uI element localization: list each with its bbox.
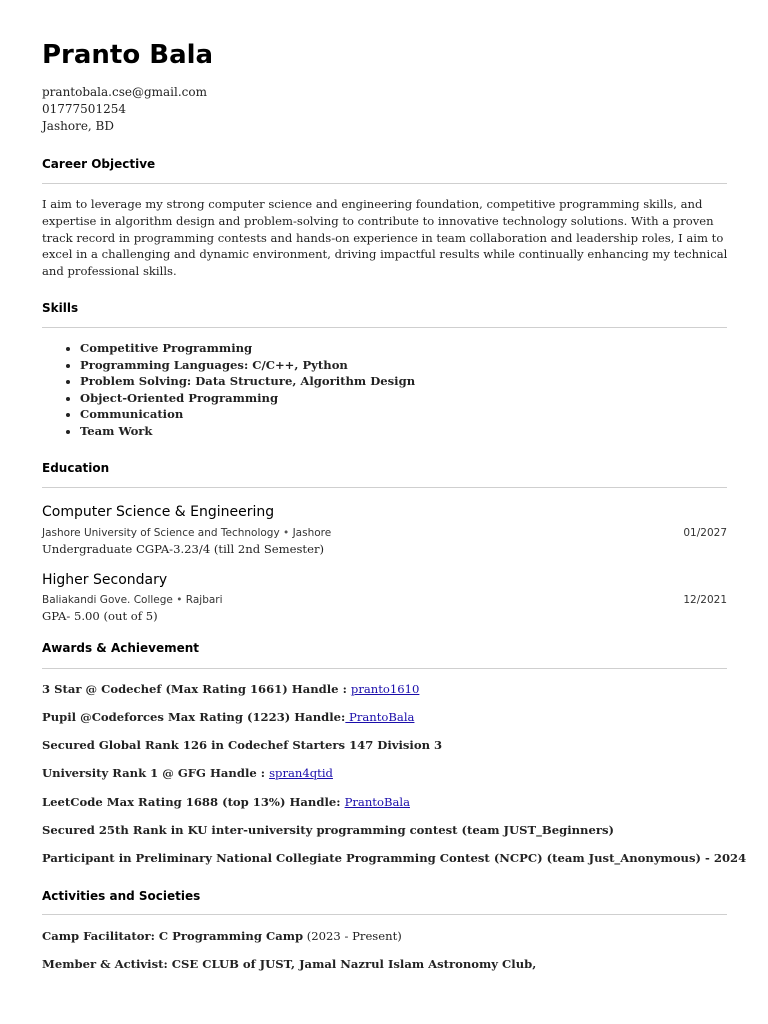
career-objective-text: I aim to leverage my strong computer science and engineering foundation, competitive programming skills, and expertise in algorithm design and problem-solving to contribute to innovative technology solutions. With a proven track record in programming contests and hands-on experience in team collaboration and leadership roles, I aim to excel in a challenging and dynamic environment, driving impactful results while continually enhancing my technical and professional skills. (42, 197, 728, 279)
education-detail: GPA- 5.00 (out of 5) (42, 609, 158, 623)
activities-heading: Activities and Societies (42, 889, 201, 903)
award-item (42, 682, 732, 696)
education-degree-title: Computer Science & Engineering (42, 504, 275, 520)
skill-item: • Programming Languages: C/C++, Python (80, 357, 415, 374)
bullet-separator: • (283, 527, 293, 539)
skills-list (42, 340, 415, 440)
skill-item: • Competitive Programming (80, 340, 415, 357)
bullet-separator: • (176, 594, 186, 606)
codeforces-handle-link[interactable]: PrantoBala (345, 710, 415, 724)
skill-item: • Object-Oriented Programming (80, 390, 415, 407)
award-item (42, 851, 747, 865)
award-text: LeetCode Max Rating 1688 (top 13%) Handle: (42, 795, 345, 809)
section-divider (42, 487, 727, 488)
activity-text: Member & Activist: CSE CLUB of JUST, Jamal Nazrul Islam Astronomy Club, (42, 957, 537, 971)
education-date: 01/2027 (683, 527, 727, 539)
activity-text: Camp Facilitator: C Programming Camp (42, 929, 304, 943)
award-item (42, 795, 732, 809)
section-divider (42, 327, 727, 328)
award-text: Secured 25th Rank in KU inter-university programming contest (team JUST_Beginners) (42, 823, 614, 837)
candidate-name: Pranto Bala (42, 40, 214, 70)
award-text: 3 Star @ Codechef (Max Rating 1661) Handle : (42, 682, 351, 696)
section-divider (42, 668, 727, 669)
award-item (42, 710, 732, 724)
award-text: Pupil @Codeforces Max Rating (1223) Handle: (42, 710, 346, 724)
institution-name: Baliakandi Gove. College (42, 594, 173, 606)
activity-item (42, 957, 732, 971)
institution-city: Rajbari (185, 594, 223, 606)
award-text: Secured Global Rank 126 in Codechef Starters 147 Division 3 (42, 738, 443, 752)
codechef-handle-link[interactable]: pranto1610 (350, 682, 420, 696)
award-item (42, 766, 732, 780)
activity-item (42, 929, 732, 943)
skill-item: • Problem Solving: Data Structure, Algorithm Design (80, 373, 415, 390)
email-text: prantobala.cse@gmail.com (42, 85, 207, 99)
award-item (42, 823, 732, 837)
skill-item: • Team Work (80, 423, 415, 440)
section-divider (42, 183, 727, 184)
education-detail: Undergraduate CGPA-3.23/4 (till 2nd Semester) (42, 542, 325, 556)
education-heading: Education (42, 461, 110, 475)
gfg-handle-link[interactable]: spran4qtid (269, 766, 333, 780)
career-objective-heading: Career Objective (42, 157, 156, 171)
education-degree-title: Higher Secondary (42, 572, 168, 588)
skill-item: • Communication (80, 406, 415, 423)
award-text: Participant in Preliminary National Collegiate Programming Contest (NCPC) (team Just_Anonymous) - 2024 (42, 851, 747, 865)
location-text: Jashore, BD (42, 119, 114, 133)
phone-text: 01777501254 (42, 102, 126, 116)
contact-block (42, 84, 207, 135)
section-divider (42, 914, 727, 915)
award-item (42, 738, 732, 752)
leetcode-handle-link[interactable]: PrantoBala (344, 795, 410, 809)
award-text: University Rank 1 @ GFG Handle : (42, 766, 270, 780)
activity-period: (2023 - Present) (303, 929, 402, 943)
institution-name: Jashore University of Science and Technology (42, 527, 280, 539)
awards-heading: Awards & Achievement (42, 641, 200, 655)
skills-heading: Skills (42, 301, 79, 315)
education-institution (42, 527, 331, 539)
education-date: 12/2021 (683, 594, 727, 606)
education-institution (42, 594, 223, 606)
institution-city: Jashore (292, 527, 332, 539)
